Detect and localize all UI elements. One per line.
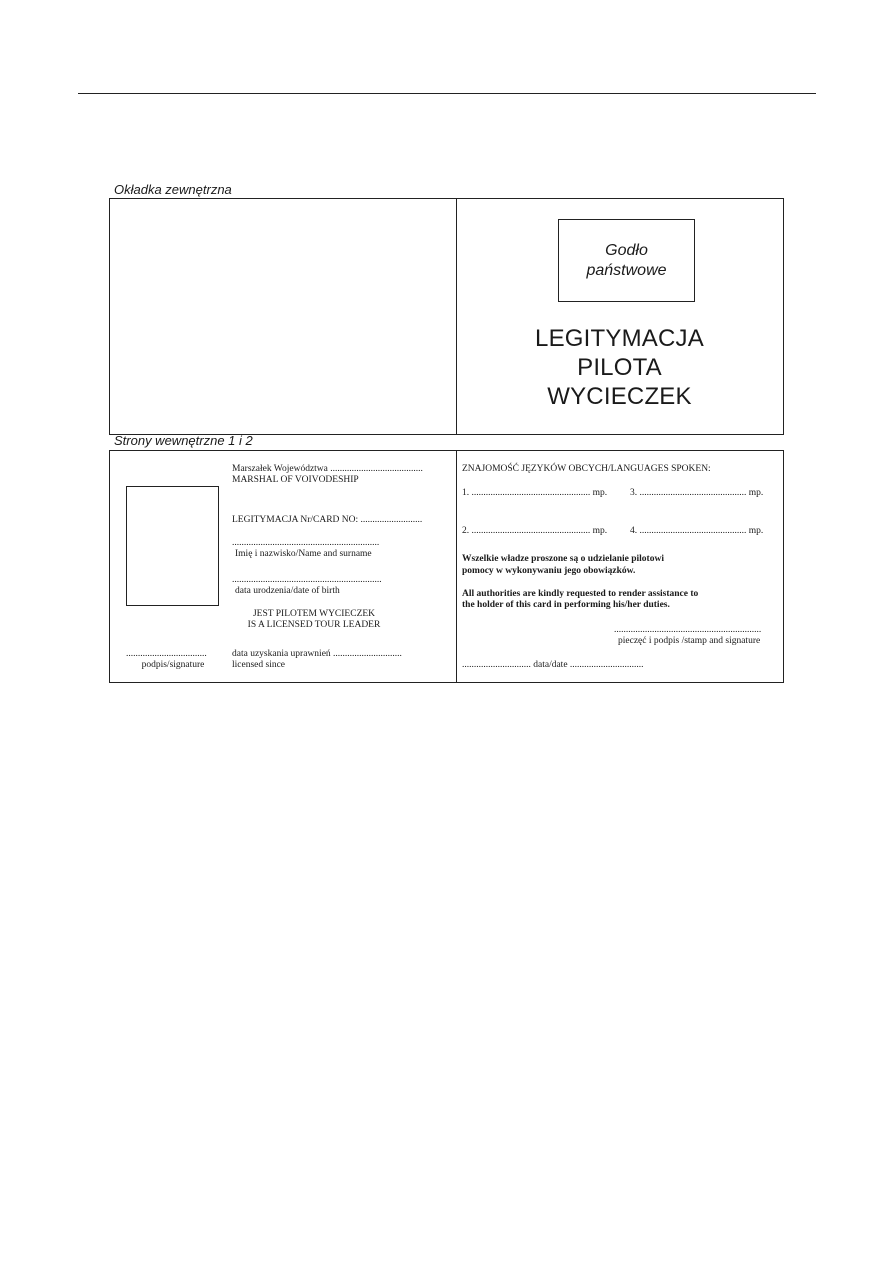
dob-label: data urodzenia/date of birth — [235, 586, 340, 596]
language-2: 2. .................................................. mp. — [462, 526, 608, 536]
notice-en-line-1: All authorities are kindly requested to render assistance to — [462, 589, 699, 599]
status-en: IS A LICENSED TOUR LEADER — [247, 620, 381, 630]
outer-cover-caption: Okładka zewnętrzna — [114, 182, 232, 197]
language-1: 1. .................................................. mp. — [462, 488, 608, 498]
cover-title-line-1: LEGITYMACJA — [535, 325, 704, 352]
status-pl: JEST PILOTEM WYCIECZEK — [252, 609, 376, 619]
notice-pl-line-1: Wszelkie władze proszone są o udzielanie pilotowi — [462, 554, 664, 564]
emblem-line-2: państwowe — [586, 262, 667, 279]
cover-title-line-2: PILOTA — [577, 354, 662, 381]
photo-placeholder — [126, 486, 219, 606]
cover-title-line-3: WYCIECZEK — [547, 383, 692, 410]
name-dots: .............................................................. — [232, 538, 380, 548]
licensed-since-en: licensed since — [232, 660, 286, 670]
stamp-dots: .............................................................. — [614, 625, 762, 635]
emblem-line-1: Godło — [605, 242, 648, 259]
card-number: LEGITYMACJA Nr/CARD NO: .......................... — [232, 515, 423, 525]
name-label: Imię i nazwisko/Name and surname — [235, 549, 372, 559]
licensed-since-pl: data uzyskania uprawnień ............................. — [232, 649, 402, 659]
signature-dots: .................................. — [126, 649, 207, 659]
state-emblem-placeholder — [558, 219, 695, 302]
signature-label: podpis/signature — [141, 660, 205, 670]
language-4: 4. ............................................. mp. — [630, 526, 764, 536]
inner-pages-caption: Strony wewnętrzne 1 i 2 — [114, 433, 253, 448]
notice-pl-line-2: pomocy w wykonywaniu jego obowiązków. — [462, 566, 636, 576]
languages-header: ZNAJOMOŚĆ JĘZYKÓW OBCYCH/LANGUAGES SPOKEN: — [462, 464, 711, 474]
stamp-label: pieczęć i podpis /stamp and signature — [618, 636, 761, 646]
date-line: ............................. data/date ............................... — [462, 660, 644, 670]
marshal-en: MARSHAL OF VOIVODESHIP — [232, 475, 359, 485]
marshal-pl: Marszałek Województwa ....................................... — [232, 464, 423, 474]
header-rule — [78, 93, 816, 94]
language-3: 3. ............................................. mp. — [630, 488, 764, 498]
notice-en-line-2: the holder of this card in performing his/her duties. — [462, 600, 670, 610]
cover-title — [456, 324, 783, 411]
inner-pages-divider — [456, 451, 457, 682]
dob-dots: ............................................................... — [232, 575, 382, 585]
